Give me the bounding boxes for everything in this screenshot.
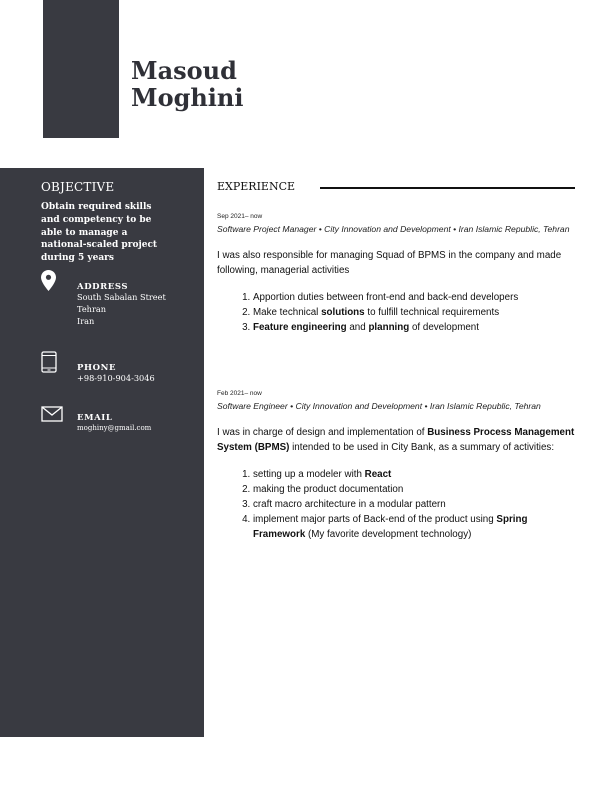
job-subtitle: Software Engineer • City Innovation and Development • Iran Islamic Republic, Tehran (217, 401, 541, 411)
email-label: EMAIL (77, 413, 113, 423)
address-line: Tehran (77, 303, 107, 314)
job-activities-list (217, 467, 575, 542)
experience-title: EXPERIENCE (217, 180, 296, 193)
sidebar (0, 168, 204, 737)
list-item: 2. making the product documentation (253, 482, 575, 497)
list-item: 3. craft macro architecture in a modular pattern (253, 497, 575, 512)
phone-icon (41, 351, 57, 373)
address-value (77, 292, 166, 327)
job-entry (217, 213, 575, 335)
address-line: Iran (77, 315, 95, 326)
first-name: Masoud (131, 56, 237, 85)
job-entry (217, 390, 575, 542)
address-label: ADDRESS (77, 282, 129, 292)
envelope-icon (41, 406, 63, 422)
list-item: 3. Feature engineering and planning of development (253, 320, 575, 335)
phone-label: PHONE (77, 363, 117, 373)
job-description: I was in charge of design and implementation of Business Process Management System (BPMS) intended to be used in City Bank, as a summary of activities: (217, 427, 575, 454)
phone-value: +98-910-904-3046 (77, 373, 155, 383)
list-item: 4. implement major parts of Back-end of the product using Spring Framework (My favorite development technology) (253, 512, 575, 542)
job-date: Feb 2021– now (217, 390, 262, 397)
job-description: I was also responsible for managing Squad of BPMS in the company and made following, managerial activities (217, 250, 562, 277)
list-item: 2. Make technical solutions to fulfill technical requirements (253, 305, 575, 320)
list-item: 1. setting up a modeler with React (253, 467, 575, 482)
location-pin-icon (41, 270, 56, 291)
last-name: Moghini (131, 83, 244, 112)
objective-title: OBJECTIVE (41, 180, 115, 194)
job-activities-list (217, 290, 575, 335)
header-accent-bar (43, 0, 119, 138)
email-value: moghiny@gmail.com (77, 424, 152, 432)
list-item: 1. Apportion duties between front-end and back-end developers (253, 290, 575, 305)
objective-text: Obtain required skills and competency to be able to manage a national-scaled project during 5 years (41, 202, 158, 264)
job-subtitle: Software Project Manager • City Innovation and Development • Iran Islamic Republic, Tehran (217, 224, 570, 234)
address-line: South Sabalan Street (77, 292, 166, 302)
job-date: Sep 2021– now (217, 213, 263, 220)
candidate-name (131, 57, 244, 111)
experience-divider (320, 187, 575, 189)
